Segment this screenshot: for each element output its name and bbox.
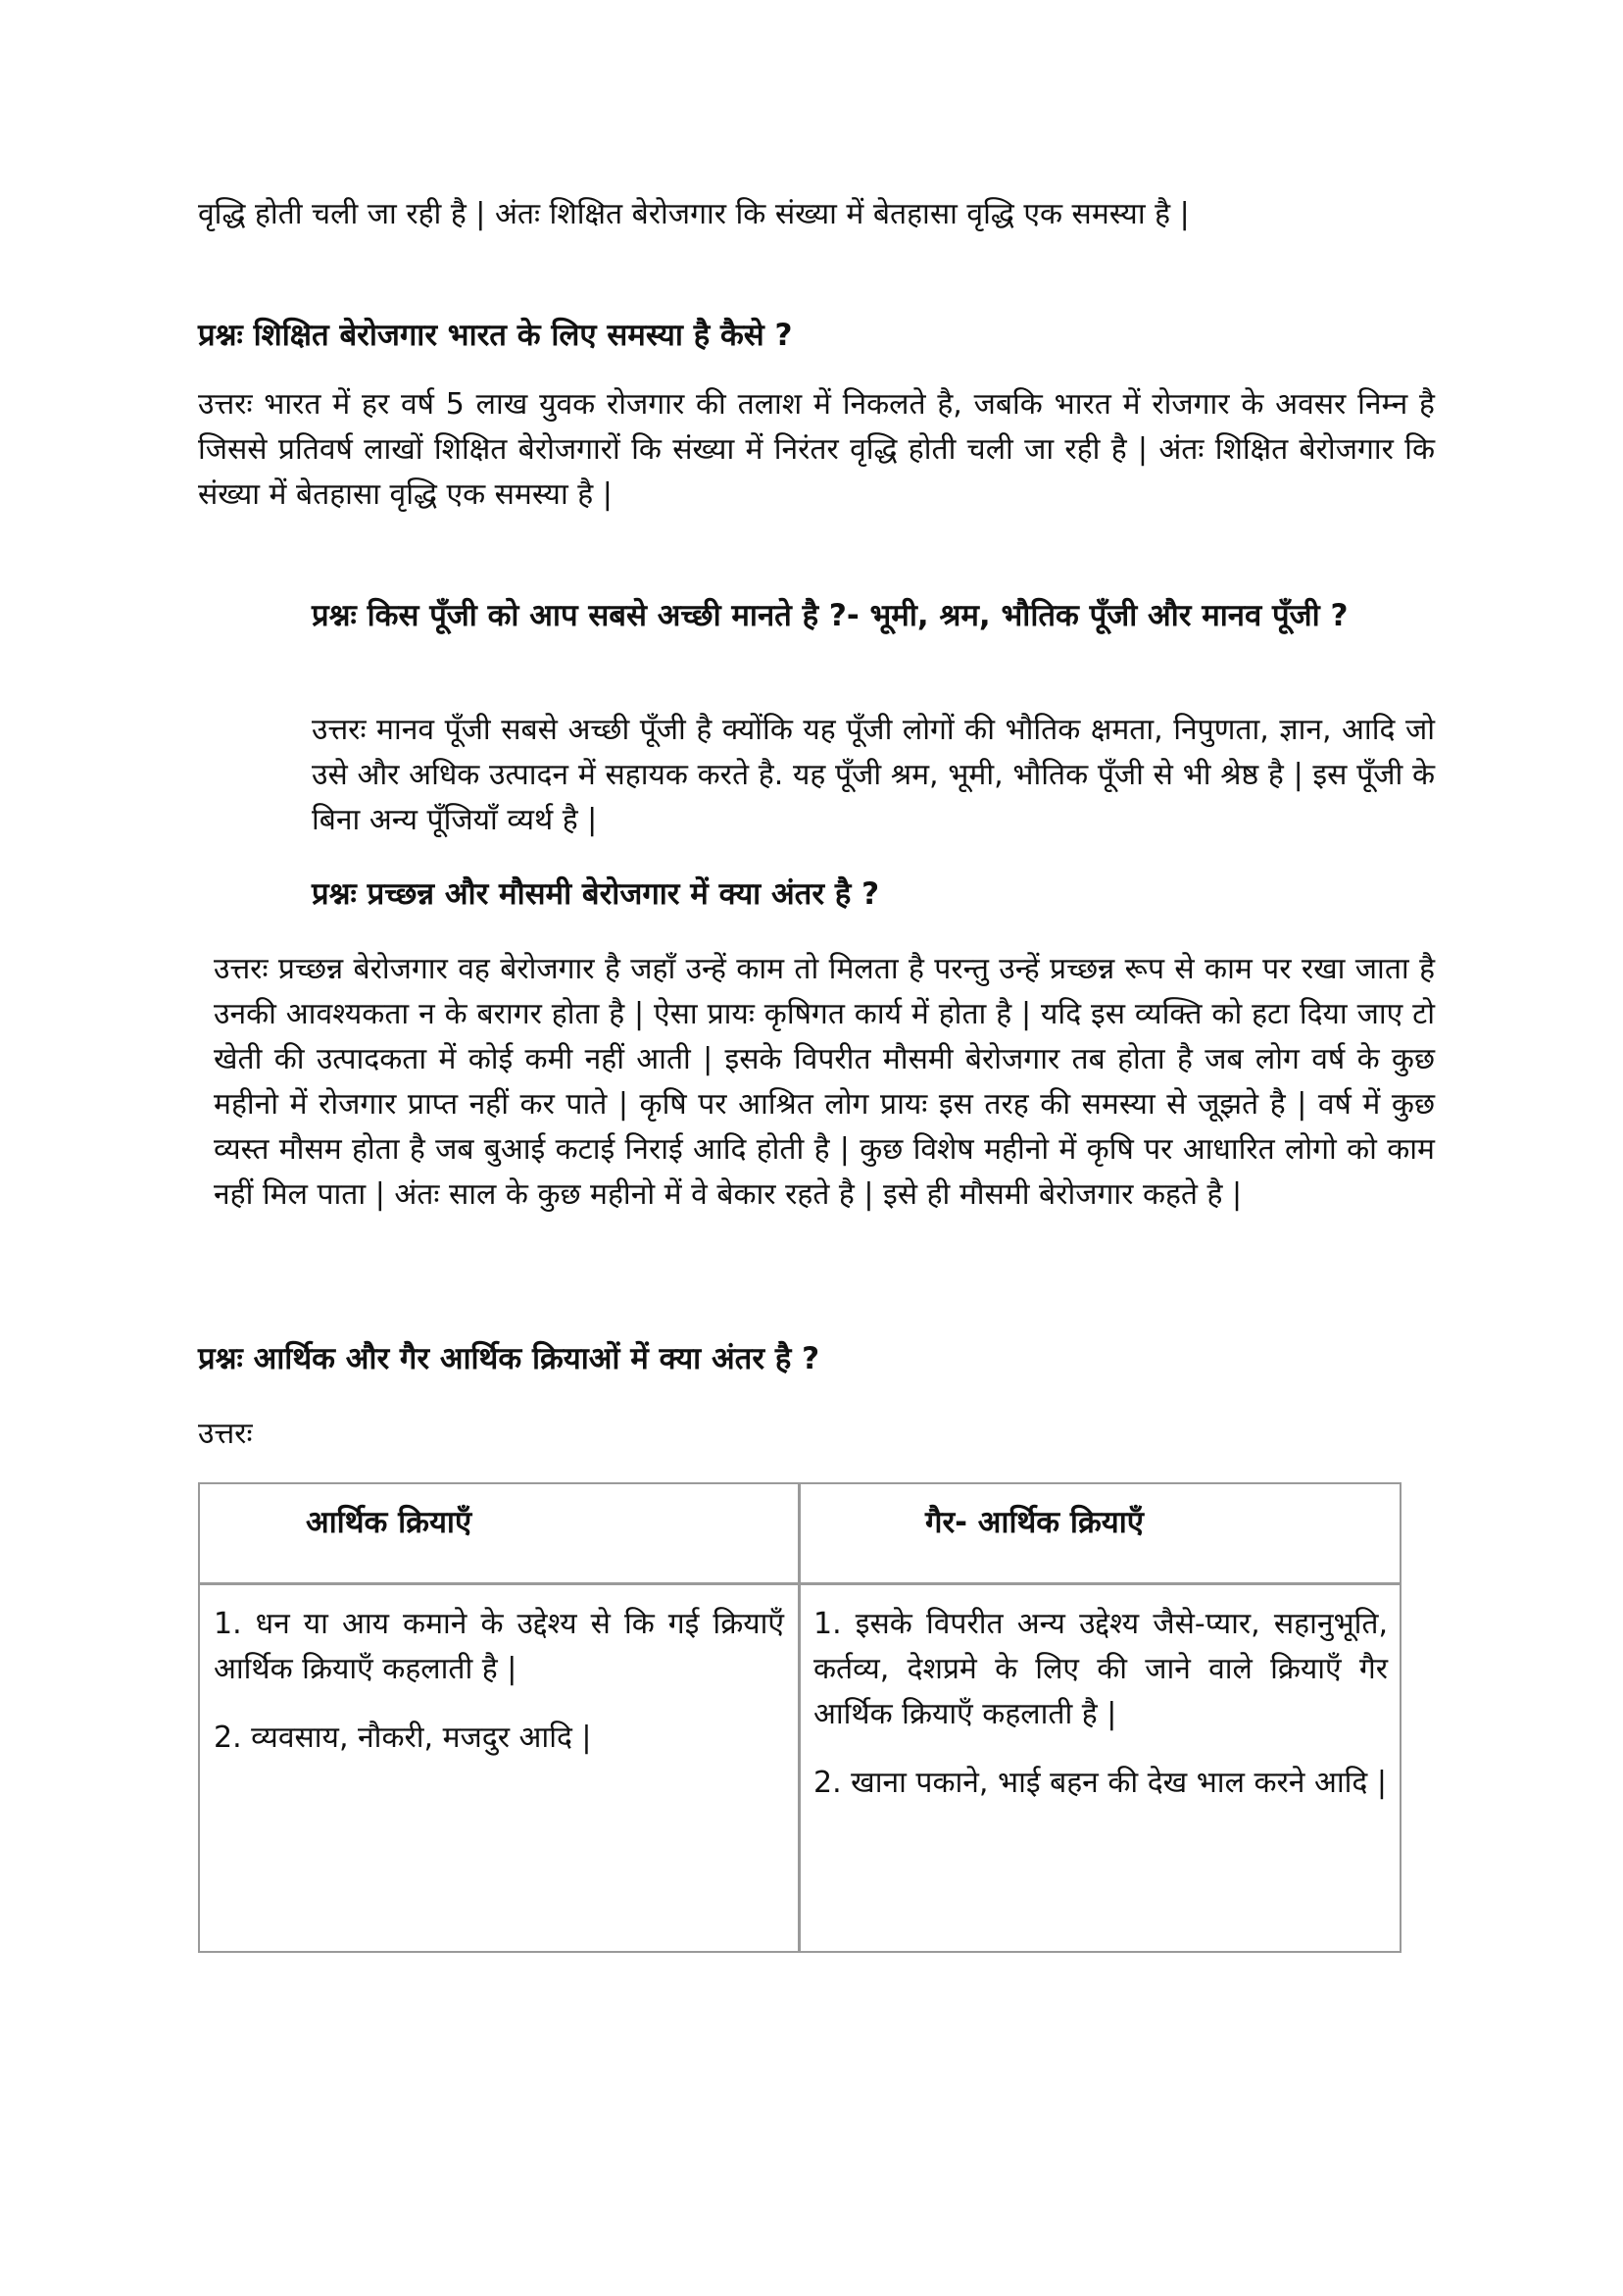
answer-2: उत्तरः मानव पूँजी सबसे अच्छी पूँजी है क्योंकि यह पूँजी लोगों की भौतिक क्षमता, निपुणता, ज्ञान, आदि जो उसे और अधिक उत्पादन में सहायक करते है. यह पूँजी श्रम, भूमी, भौतिक पूँजी से भी श्रेष्ठ है | इस पूँजी के बिना अन्य पूँजियाँ व्यर्थ है | xyxy=(312,713,1435,837)
answer-3: उत्तरः प्रच्छन्न बेरोजगार वह बेरोजगार है जहाँ उन्हें काम तो मिलता है परन्तु उन्हें प्रच्छन्न रूप से काम पर रखा जाता है उनकी आवश्यकता न के बरागर होता है | ऐसा प्रायः कृषिगत कार्य में होता है | यदि इस व्यक्ति को हटा दिया जाए टो खेती की उत्पादकता में कोई कमी नहीं आती | इसके विपरीत मौसमी बेरोजगार तब होता है जब लोग वर्ष के कुछ महीनो में रोजगार प्राप्त नहीं कर पाते | कृषि पर आश्रित लोग प्रायः इस तरह की समस्या से जूझते है | वर्ष में कुछ व्यस्त मौसम होता है जब बुआई कटाई निराई आदि होती है | कुछ विशेष महीनो में कृषि पर आधारित लोगो को काम नहीं मिल पाता | अंतः साल के कुछ महीनो में वे बेकार रहते है | इसे ही मौसमी बेरोजगार कहते है | xyxy=(214,952,1435,1212)
answer-1: उत्तरः भारत में हर वर्ष 5 लाख युवक रोजगार की तलाश में निकलते है, जबकि भारत में रोजगार के अवसर निम्न है जिससे प्रतिवर्ष लाखों शिक्षित बेरोजगारों कि संख्या में निरंतर वृद्धि होती चली जा रही है | अंतः शिक्षित बेरोजगार कि संख्या में बेतहासा वृद्धि एक समस्या है | xyxy=(198,387,1435,512)
table-header-non-economic: गैर- आर्थिक क्रियाएँ xyxy=(925,1505,1144,1540)
question-4: प्रश्नः आर्थिक और गैर आर्थिक क्रियाओं में क्या अंतर है ? xyxy=(198,1341,820,1376)
question-3: प्रश्नः प्रच्छन्न और मौसमी बेरोजगार में क्या अंतर है ? xyxy=(312,876,880,912)
table-cell-non-economic-point-1: 1. इसके विपरीत अन्य उद्देश्य जैसे-प्यार, सहानुभूति, कर्तव्य, देशप्रमे के लिए की जाने वाले क्रियाएँ गैर आर्थिक क्रियाएँ कहलाती है | xyxy=(813,1607,1388,1731)
table-cell-economic xyxy=(214,1602,784,1784)
answer-4-label: उत्तरः xyxy=(198,1417,253,1451)
table-column-divider xyxy=(798,1484,801,1951)
table-header-economic: आर्थिक क्रियाएँ xyxy=(306,1505,472,1540)
table-cell-non-economic-point-2: 2. खाना पकाने, भाई बहन की देख भाल करने आदि | xyxy=(813,1766,1387,1800)
table-header-divider xyxy=(200,1582,1400,1585)
table-cell-economic-point-1: 1. धन या आय कमाने के उद्देश्य से कि गई क्रियाएँ आर्थिक क्रियाएँ कहलाती है | xyxy=(214,1607,784,1686)
comparison-table xyxy=(198,1482,1402,1953)
table-cell-non-economic xyxy=(813,1602,1388,1829)
question-2: प्रश्नः किस पूँजी को आप सबसे अच्छी मानते है ?- भूमी, श्रम, भौतिक पूँजी और मानव पूँजी ? xyxy=(312,598,1349,633)
table-cell-economic-point-2: 2. व्यवसाय, नौकरी, मजदुर आदि | xyxy=(214,1721,592,1755)
intro-paragraph: वृद्धि होती चली जा रही है | अंतः शिक्षित बेरोजगार कि संख्या में बेतहासा वृद्धि एक समस्या है | xyxy=(198,197,1190,231)
question-1: प्रश्नः शिक्षित बेरोजगार भारत के लिए समस्या है कैसे ? xyxy=(198,318,793,353)
